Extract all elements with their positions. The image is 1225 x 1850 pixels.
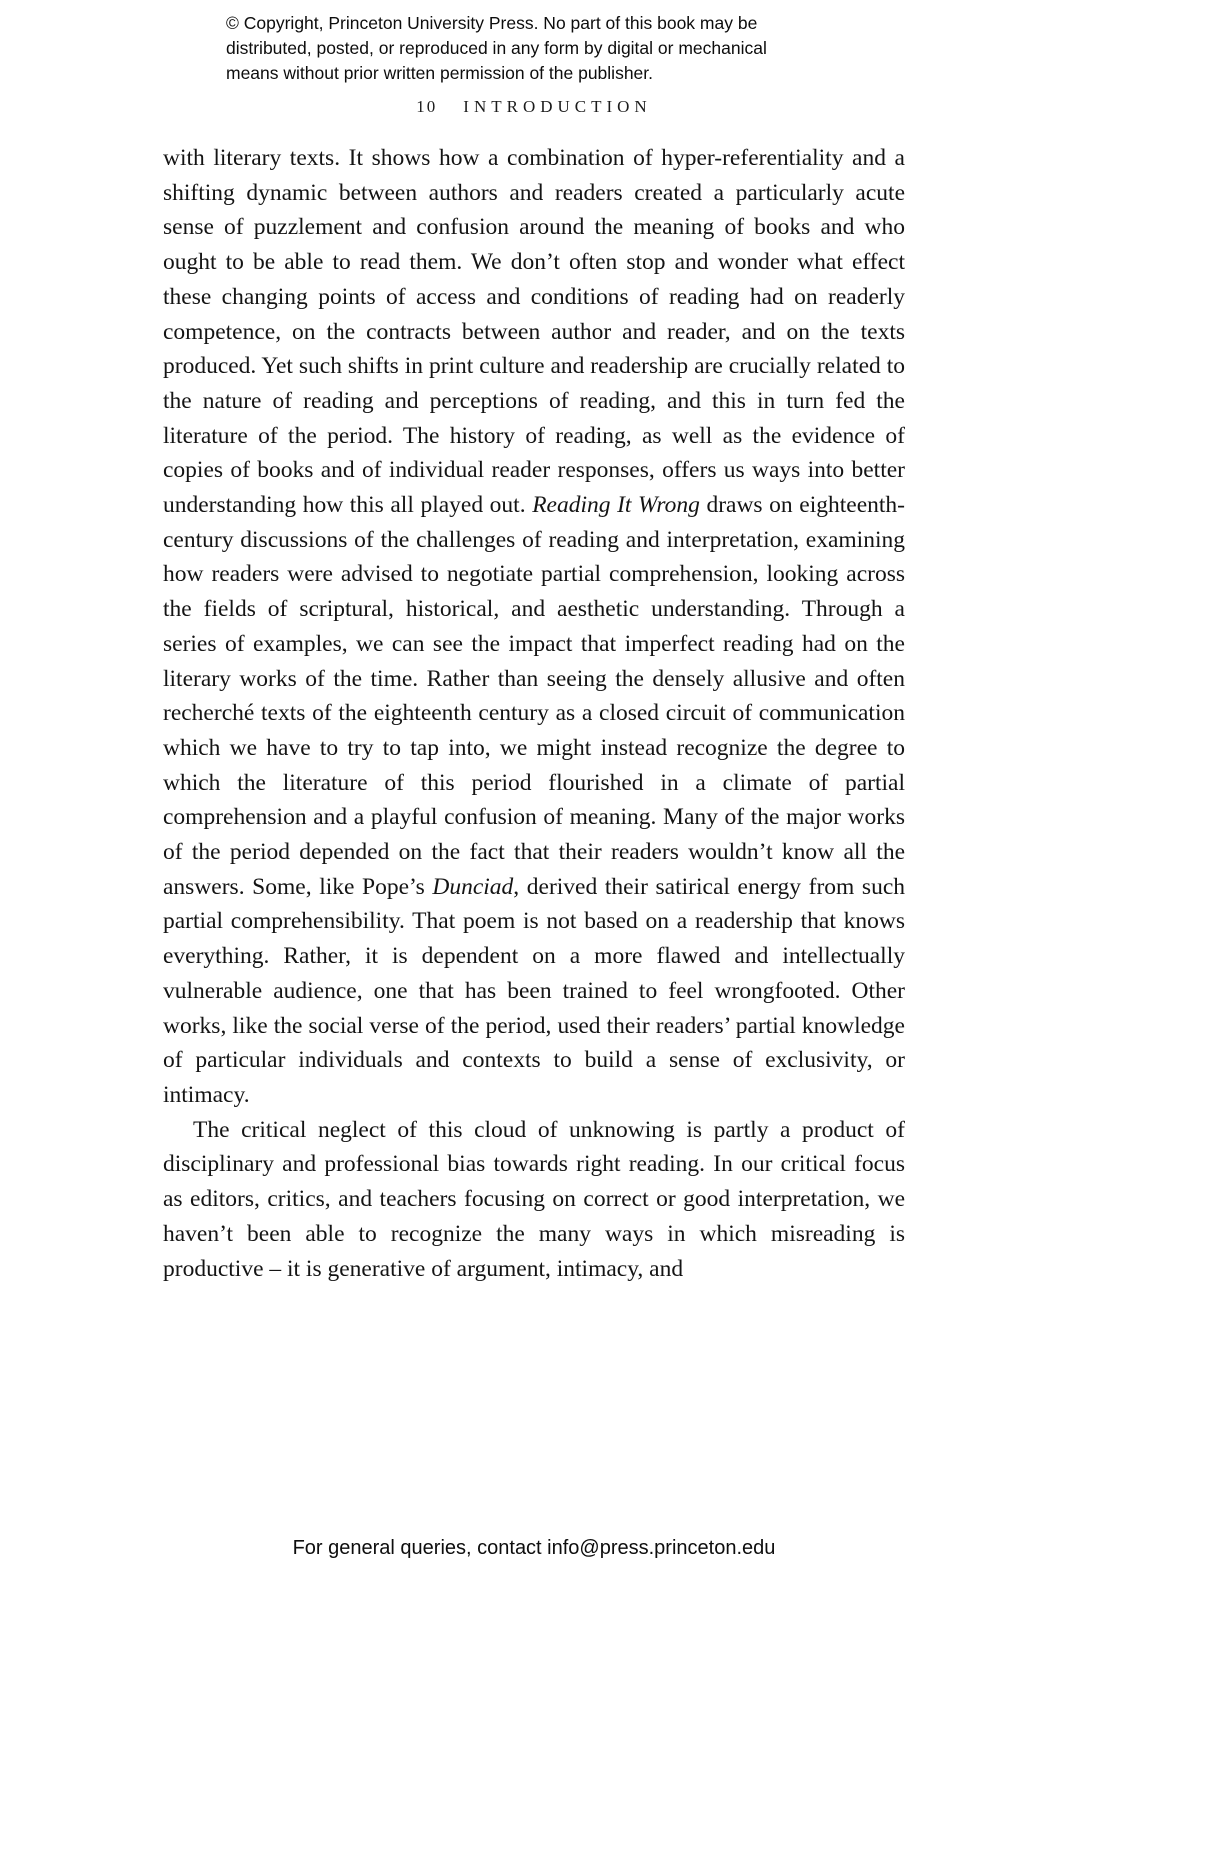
- text-segment: The critical neglect of this cloud of unknowing is partly a product of disciplinary and professional bias towards right reading. In our critical focus as editors, critics, and teachers focusing on correct or good interpretation, we haven’t been able to recognize the many ways in which misreading is productive – it is generative of argument, intimacy, and: [163, 1116, 905, 1282]
- body-text: [163, 141, 905, 1286]
- text-segment: with literary texts. It shows how a combination of hyper-referentiality and a shifting dynamic between authors and readers created a particularly acute sense of puzzlement and confusion around the meaning of books and who ought to be able to read them. We don’t often stop and wonder what effect these changing points of access and conditions of reading had on readerly competence, on the contracts between author and reader, and on the texts produced. Yet such shifts in print culture and readership are crucially related to the nature of reading and perceptions of reading, and this in turn fed the literature of the period. The history of reading, as well as the evidence of copies of books and of individual reader responses, offers us ways into better understanding how this all played out.: [163, 145, 905, 519]
- paragraph: [163, 141, 905, 1113]
- italic-text: Dunciad: [432, 873, 514, 900]
- italic-text: Reading It Wrong: [532, 492, 700, 519]
- section-title: INTRODUCTION: [463, 97, 652, 116]
- copyright-notice: [226, 11, 767, 86]
- copyright-line: © Copyright, Princeton University Press. No part of this book may be: [226, 13, 758, 33]
- copyright-line: means without prior written permission of the publisher.: [226, 63, 654, 83]
- paragraph: [163, 1113, 905, 1287]
- page-header: [163, 97, 905, 117]
- page-footer: For general queries, contact info@press.princeton.edu: [292, 1537, 776, 1559]
- text-segment: , derived their satirical energy from such partial comprehensibility. That poem is not based on a readership that knows everything. Rather, it is dependent on a more flawed and intellectually vulnerable audience, one that has been trained to feel wrongfooted. Other works, like the social verse of the period, used their readers’ partial knowledge of particular individuals and contexts to build a sense of exclusivity, or intimacy.: [163, 873, 905, 1108]
- page-number: 10: [416, 97, 438, 116]
- text-segment: draws on eighteenth-century discussions of the challenges of reading and interpretation, examining how readers were advised to negotiate partial comprehension, looking across the fields of scriptural, historical, and aesthetic understanding. Through a series of examples, we can see the impact that imperfect reading had on the literary works of the time. Rather than seeing the densely allusive and often recherché texts of the eighteenth century as a closed circuit of communication which we have to try to tap into, we might instead recognize the degree to which the literature of this period flourished in a climate of partial comprehension and a playful confusion of meaning. Many of the major works of the period depended on the fact that their readers wouldn’t know all the answers. Some, like Pope’s: [163, 492, 905, 900]
- copyright-line: distributed, posted, or reproduced in any form by digital or mechanical: [226, 38, 767, 58]
